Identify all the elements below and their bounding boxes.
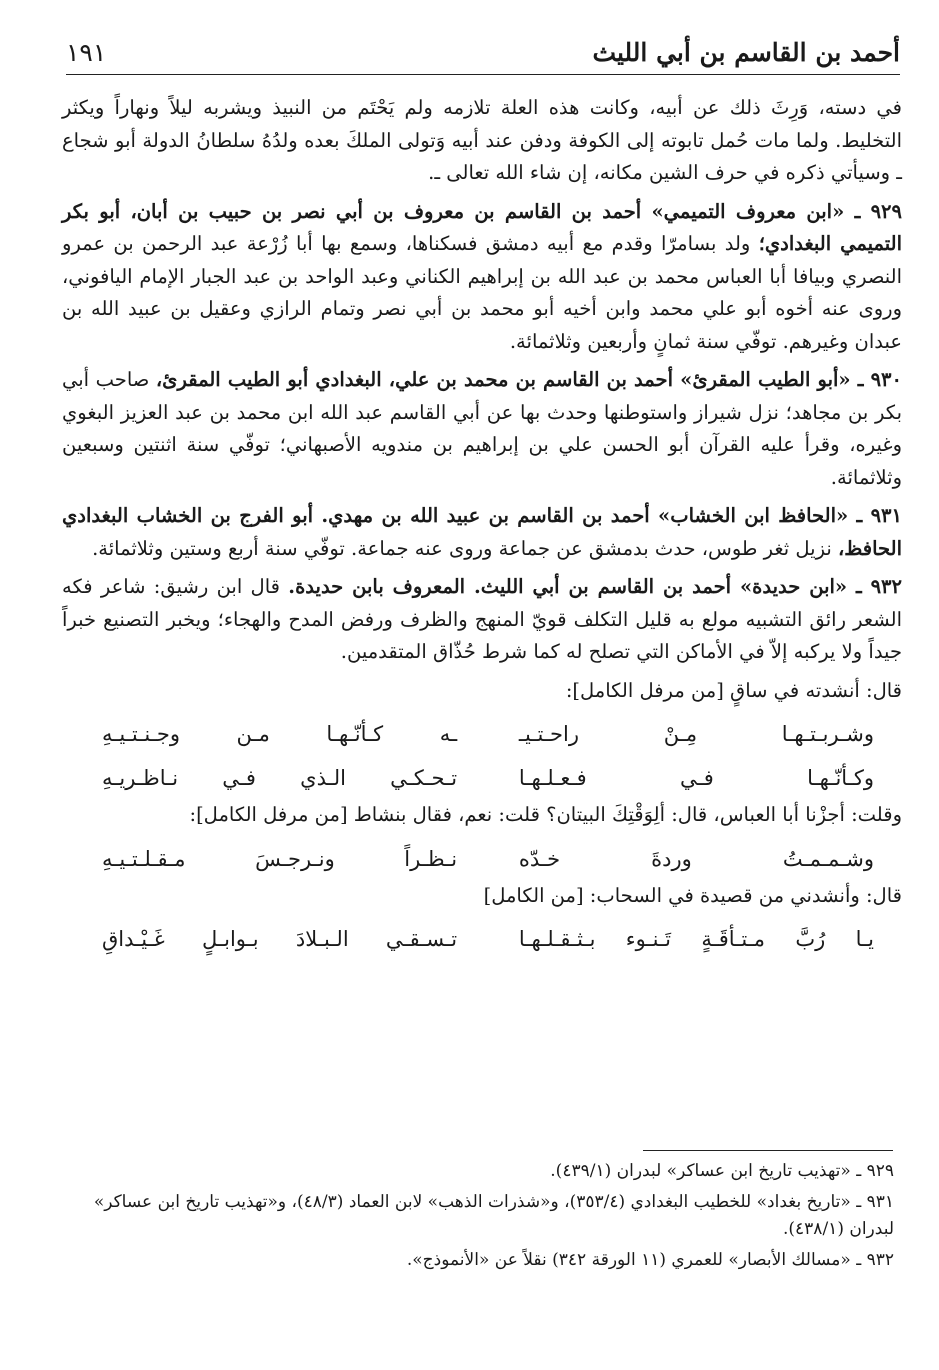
entry-929 [62,196,902,359]
entry-931 [62,500,902,565]
entry-932-heading: ٩٣٢ ـ «ابن حديدة» أحمد بن القاسم بن أبي الليث. المعروف بابن حديدة. [288,575,902,598]
verse-3-first-hemistich: وشـمـمـتُ وردةَ خـدّه [518,846,874,871]
entry-931-heading: ٩٣١ ـ «الحافظ ابن الخشاب» أحمد بن القاسم بن عبيد الله بن مهدي. أبو الفرج بن الخشاب البغدادي الحافظ، [62,504,902,560]
verse-2-first-hemistich: وكـأنّـهـا فـي فـعـلـهـا [518,766,874,790]
verse-line-1 [102,717,874,751]
verse-intro-3: قال: وأنشدني من قصيدة في السحاب: [من الكامل] [483,883,902,907]
paragraph-continuation: في دسته، وَرِثَ ذلك عن أبيه، وكانت هذه العلة تلازمه ولم يَحْتَم من النبيذ ويشربه ليلاً ونهاراً ويكثر التخليط. ولما مات حُمل تابوته إلى الكوفة ودفن عند أبيه وَتولى الملكَ بعده ولدُهُ سلطانُ الدولة أبو شجاع ـ وسيأتي ذكره في حرف الشين مكانه، إن شاء الله تعالى ـ. [62,96,902,184]
verse-line-3 [102,842,874,876]
verse-1-first-hemistich: وشـربـتـهـا مِـنْ راحـتـيـ [518,722,874,746]
page-number: ١٩١ [66,37,107,67]
footnote-931: ٩٣١ ـ «تاريخ بغداد» للخطيب البغدادي (٣٥٣/٤)، و«شذرات الذهب» لابن العماد (٤٨/٣)، و«تهذيب تاريخ ابن عساكر» لبدران (٤٣٨/١). [93,1192,894,1239]
page-header [66,30,900,75]
entry-930-text: صاحب أبي بكر بن مجاهد؛ نزل شيراز واستوطنها وحدث بها عن أبي القاسم عبد الله ابن محمد بن عبد العزيز البغوي وغيره، وقرأ عليه القرآن أبو الحسن علي بن إبراهيم بن مندويه الأصبهاني؛ توفّي سنة اثنتين وسبعين وثلاثمائة. [62,368,902,489]
entry-932-text: قال ابن رشيق: شاعر فكه الشعر رائق التشبيه مولع به قليل التكلف قويّ المنهج والظرف ورفض المدح والهجاء؛ ويخبر التصنيع خبراً جيداً ولا يركبه إلاّ في الأماكن التي تصلح له كما شرط حُذّاق المتقدمين. [62,575,902,663]
footnote-divider [643,1150,893,1151]
verse-line-2 [102,761,874,795]
running-title: أحمد بن القاسم بن أبي الليث [592,37,900,67]
entry-932 [62,571,902,669]
verse-2-second-hemistich: تـحـكـي الـذي فـي نـاظـريـهِ [102,766,458,790]
entry-931-text: نزيل ثغر طوس، حدث بدمشق عن جماعة وروى عنه جماعة. توفّي سنة أربع وستين وثلاثمائة. [92,536,838,560]
entry-930-heading: ٩٣٠ ـ «أبو الطيب المقرئ» أحمد بن القاسم بن محمد بن علي، البغدادي أبو الطيب المقرئ، [155,368,902,391]
verse-4-second-hemistich: تـسـقـي الـبـلادَ بـوابـلٍ غَـيْـداقِ [102,927,458,951]
verse-line-4 [102,922,874,956]
verse-3-second-hemistich: نـظـراً ونـرجـسَ مـقـلـتـيـهِ [102,846,458,871]
verse-intro-1: قال: أنشدته في ساقٍ [من مرفل الكامل]: [565,678,902,702]
footnote-932: ٩٣٢ ـ «مسالك الأبصار» للعمري (١١ الورقة ٣٤٢) نقلاً عن «الأنموذج». [406,1250,894,1270]
entry-930 [62,364,902,494]
footnote-929: ٩٢٩ ـ «تهذيب تاريخ ابن عساكر» لبدران (٤٣٩/١). [550,1161,894,1181]
verse-1-second-hemistich: ـه كـأنّـهـا مـن وجـنـتـيـهِ [102,722,458,746]
verse-intro-2: وقلت: أجزْنا أبا العباس، قال: ألِوَقْتِكَ البيتان؟ قلت: نعم، فقال بنشاط [من مرفل الكامل]: [189,803,902,826]
entry-929-heading: ٩٢٩ ـ «ابن معروف التميمي» أحمد بن القاسم بن معروف بن أبي نصر بن حبيب بن أبان، أبو بكر التميمي البغدادي؛ [62,199,902,255]
verse-4-first-hemistich: يـا رُبَّ مـتـأقَـةٍ تَـنـوء بـثـقـلـهـا [518,927,874,951]
entry-929-text: ولد بسامرّا وقدم مع أبيه دمشق فسكناها، وسمع بها أبا زُرْعة عبد الرحمن بن عمرو النصري وبيافا أبا العباس محمد بن عبد الله بن إبراهيم الكناني وعبد الواحد بن عبد الجبار الإمام اليافوني، وروى عنه أخوه أبو علي محمد وابن أخيه أبو محمد بن أبي نصر وتمام الرازي وعقيل بن عبيد الله بن عبدان وغيرهم. توفّي سنة ثمانٍ وأربعين وثلاثمائة. [62,232,902,353]
main-text [62,92,902,960]
footnotes [62,1158,894,1278]
